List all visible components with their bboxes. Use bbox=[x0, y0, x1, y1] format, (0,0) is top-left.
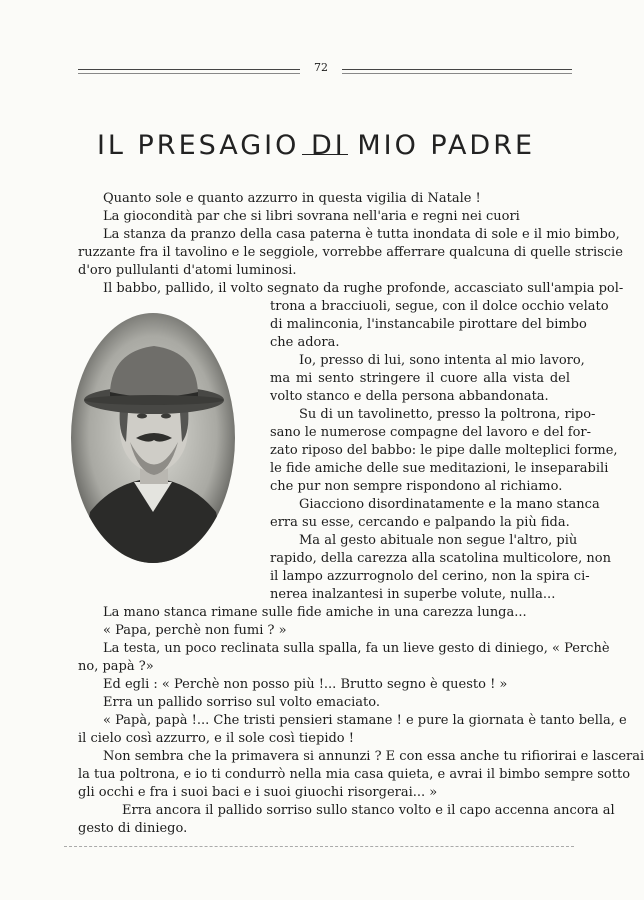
article-title: IL PRESAGIO DI MIO PADRE bbox=[96, 130, 536, 162]
text-line: rapido, della carezza alla scatolina multicolore, non bbox=[270, 551, 611, 566]
text-line: trona a bracciuoli, segue, con il dolce occhio velato bbox=[270, 299, 609, 314]
text-line: sano le numerose compagne del lavoro e del for- bbox=[270, 425, 592, 440]
text-line: zato riposo del babbo: le pipe dalle molteplici forme, bbox=[270, 443, 618, 458]
text-line: erra su esse, cercando e palpando la più fida. bbox=[270, 515, 570, 530]
text-line: che adora. bbox=[270, 335, 340, 350]
text-line: gesto di diniego. bbox=[78, 821, 188, 836]
text-line: di malinconia, l'instancabile pirottare del bimbo bbox=[270, 317, 587, 332]
text-line: Quanto sole e quanto azzurro in questa vigilia di Natale ! bbox=[103, 191, 481, 206]
text-line: le fide amiche delle sue meditazioni, le inseparabili bbox=[270, 461, 609, 476]
text-line: il cielo così azzurro, e il sole così tiepido ! bbox=[78, 731, 354, 746]
text-line: « Papà, papà !... Che tristi pensieri stamane ! e pure la giornata è tanto bella, e bbox=[103, 713, 627, 728]
text-line: Su di un tavolinetto, presso la poltrona, ripo- bbox=[299, 407, 596, 422]
text-line: che pur non sempre rispondono al richiamo. bbox=[270, 479, 563, 494]
text-line: La stanza da pranzo della casa paterna è tutta inondata di sole e il mio bimbo, bbox=[103, 227, 620, 242]
text-line: nerea inalzantesi in superbe volute, nulla... bbox=[270, 587, 556, 602]
portrait-photo bbox=[70, 312, 236, 564]
header-rule-right bbox=[342, 69, 572, 70]
text-line: La testa, un poco reclinata sulla spalla, fa un lieve gesto di diniego, « Perchè bbox=[103, 641, 610, 656]
text-line: Erra un pallido sorriso sul volto emaciato. bbox=[103, 695, 380, 710]
text-line: Ma al gesto abituale non segue l'altro, più bbox=[299, 533, 578, 548]
text-line: Il babbo, pallido, il volto segnato da rughe profonde, accasciato sull'ampia pol- bbox=[103, 281, 624, 296]
text-line: La mano stanca rimane sulle fide amiche in una carezza lunga... bbox=[103, 605, 527, 620]
text-line: Io, presso di lui, sono intenta al mio lavoro, bbox=[299, 353, 585, 368]
text-line: Giacciono disordinatamente e la mano stanca bbox=[299, 497, 600, 512]
text-line: ma mi sento stringere il cuore alla vista del bbox=[270, 371, 570, 386]
text-line: La giocondità par che si libri sovrana nell'aria e regni nei cuori bbox=[103, 209, 520, 224]
header-rule-right-2 bbox=[342, 73, 572, 74]
text-line: volto stanco e della persona abbandonata. bbox=[270, 389, 549, 404]
footer-rule bbox=[64, 846, 574, 847]
text-line: no, papà ?» bbox=[78, 659, 154, 674]
text-line: Ed egli : « Perchè non posso più !... Brutto segno è questo ! » bbox=[103, 677, 508, 692]
text-line: d'oro pullulanti d'atomi luminosi. bbox=[78, 263, 297, 278]
text-line: « Papa, perchè non fumi ? » bbox=[103, 623, 287, 638]
text-line: il lampo azzurrognolo del cerino, non la spira ci- bbox=[270, 569, 590, 584]
page-number: 72 bbox=[314, 61, 328, 74]
text-line: gli occhi e fra i suoi baci e i suoi giuochi risorgerai... » bbox=[78, 785, 438, 800]
text-line: la tua poltrona, e io ti condurrò nella mia casa quieta, e avrai il bimbo sempre sotto bbox=[78, 767, 631, 782]
text-line: ruzzante fra il tavolino e le seggiole, vorrebbe afferrare qualcuna di quelle striscie bbox=[78, 245, 623, 260]
text-line: Erra ancora il pallido sorriso sullo stanco volto e il capo accenna ancora al bbox=[122, 803, 615, 818]
text-line: Non sembra che la primavera si annunzi ? E con essa anche tu rifiorirai e lascerai bbox=[103, 749, 644, 764]
header-rule-left bbox=[78, 69, 300, 70]
title-underline bbox=[302, 154, 348, 155]
header-rule-left-2 bbox=[78, 73, 300, 74]
